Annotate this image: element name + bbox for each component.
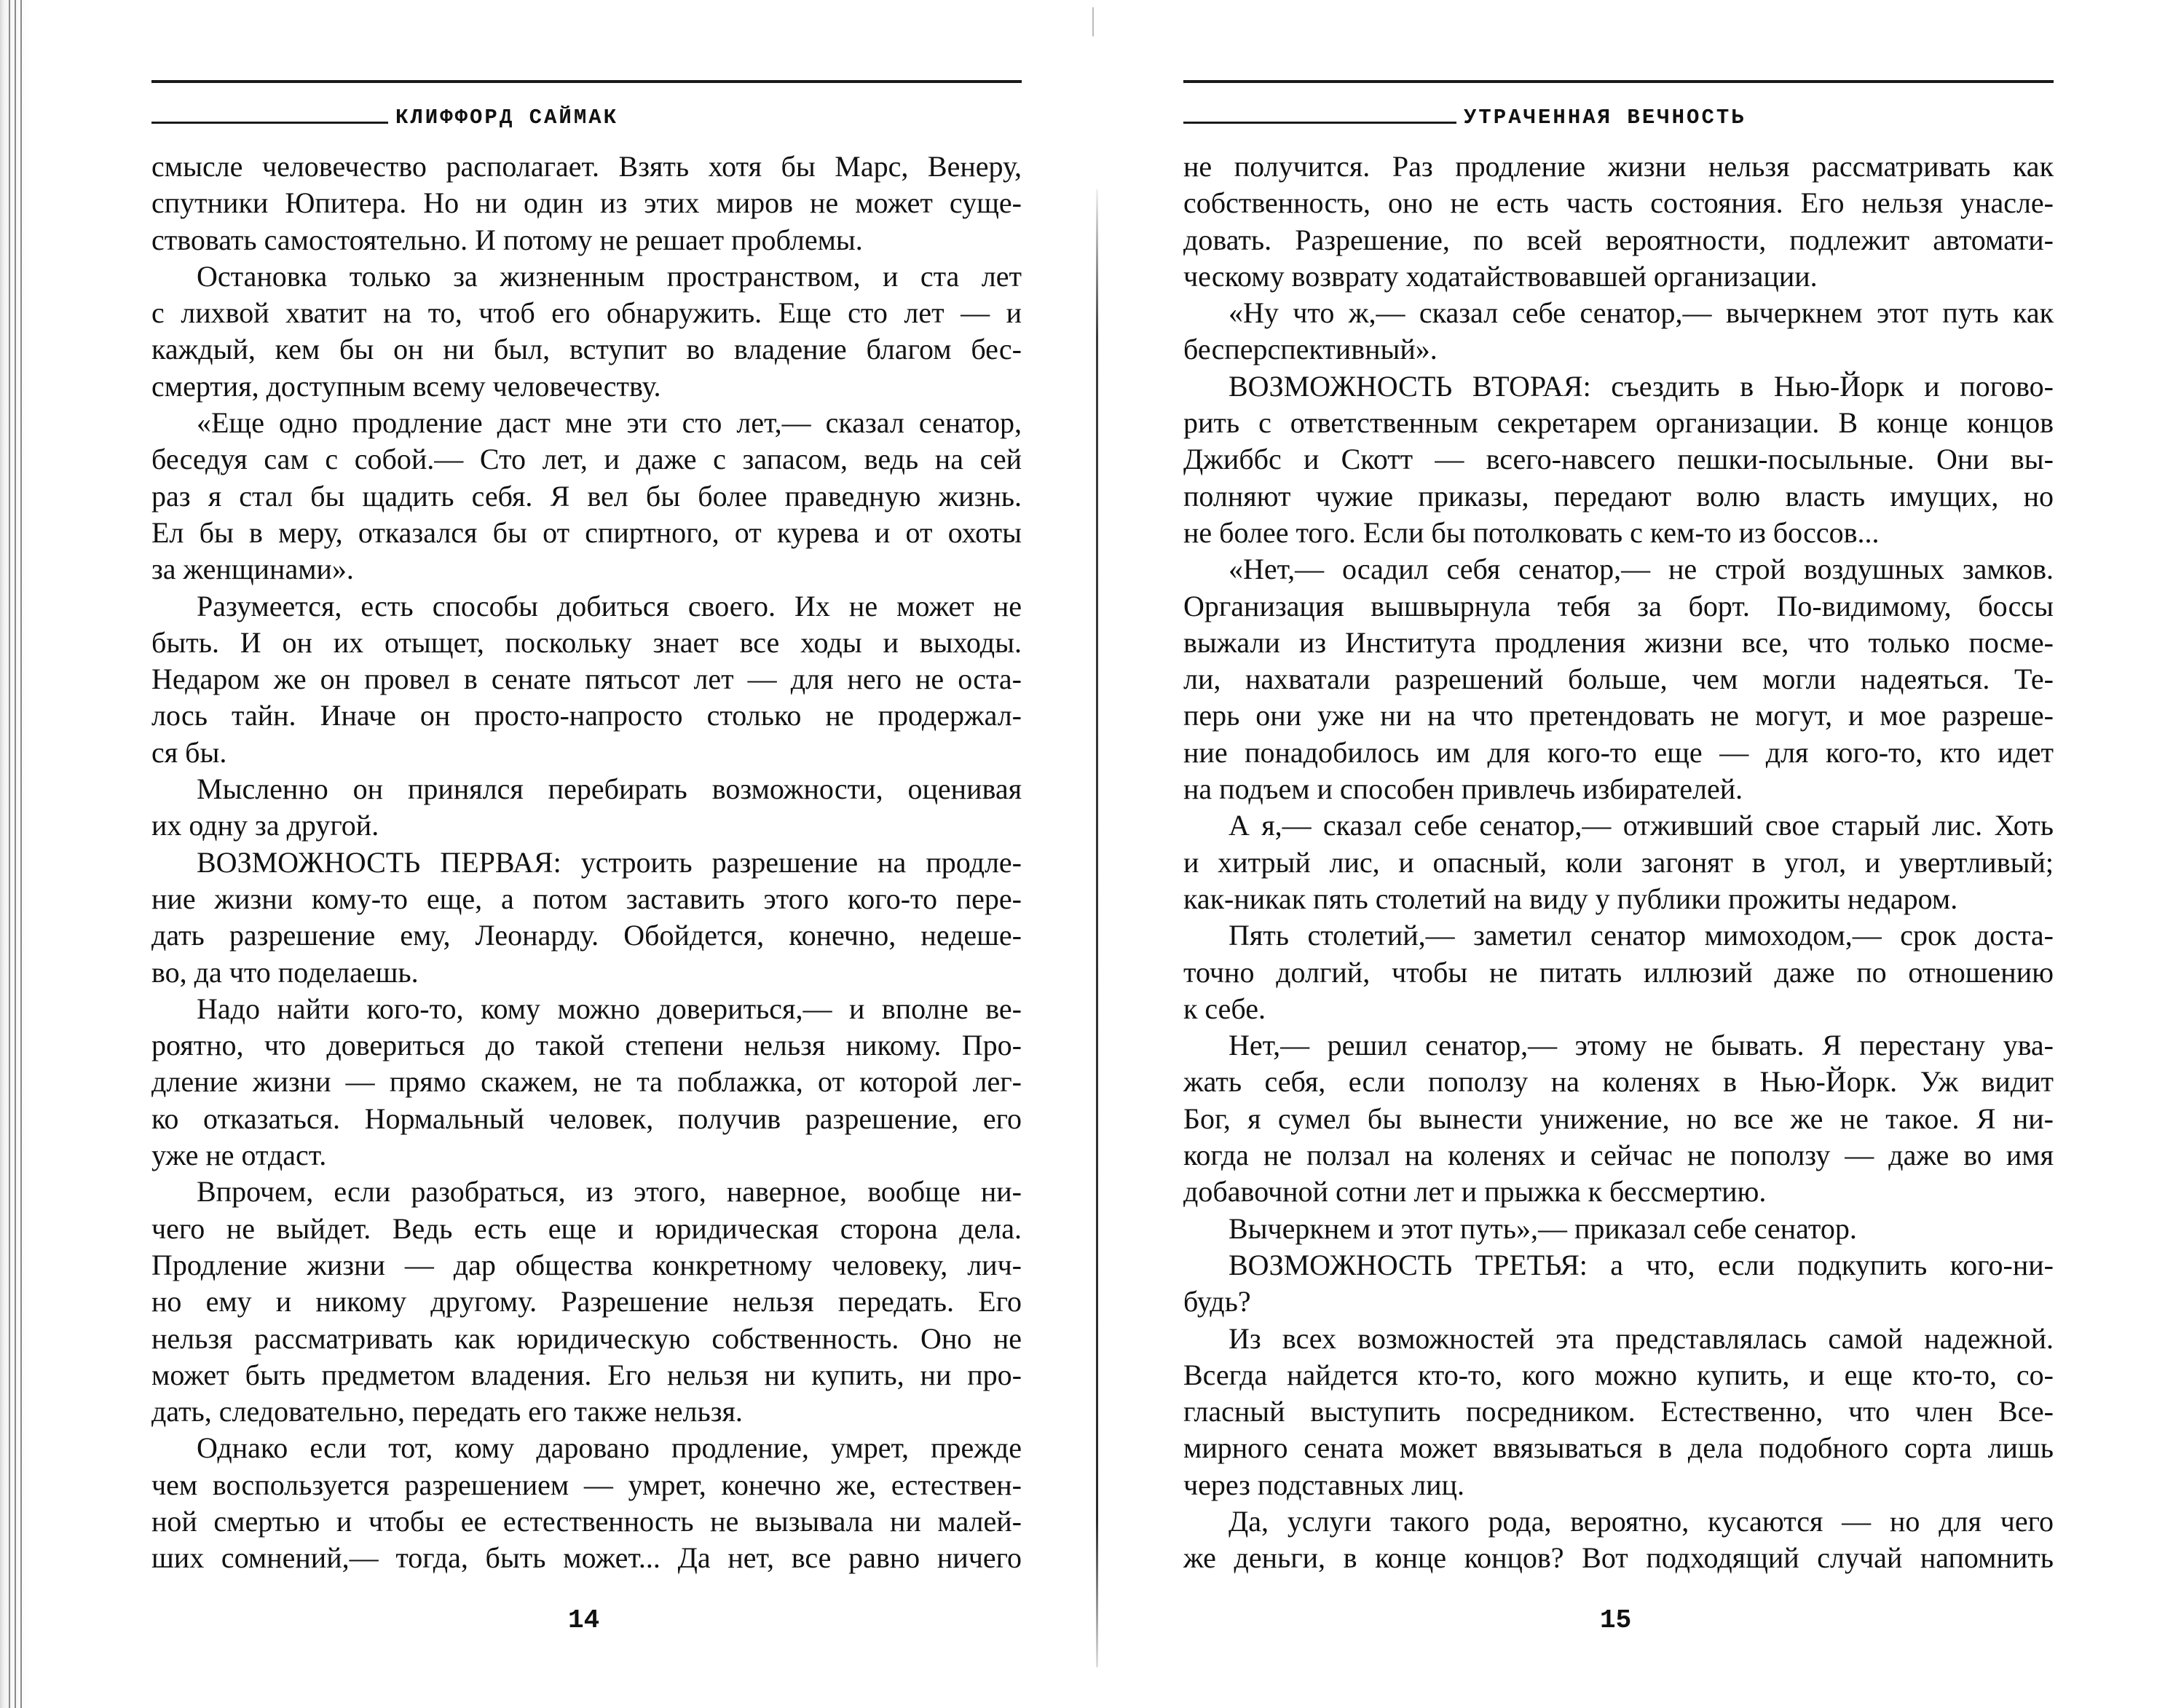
text-line: рить с ответственным секретарем организации. В конце концов	[1183, 406, 2054, 440]
header-rule-top	[1183, 80, 2054, 83]
gutter-mark	[1092, 7, 1094, 36]
text-line: ся бы.	[151, 735, 227, 769]
text-line: Недаром же он провел в сенате пятьсот лет — для него не оста-	[151, 663, 1022, 696]
text-line: к себе.	[1183, 992, 1266, 1025]
text-line: Мысленно он принялся перебирать возможности, оценивая	[197, 772, 1022, 806]
left-page-header	[151, 80, 1022, 130]
text-line: дать разрешение ему, Леонарду. Обойдется, конечно, недешe-	[151, 919, 1022, 952]
right-page	[1183, 0, 2054, 1708]
text-line: Пять столетий,— заметил сенатор мимоходом,— срок доста-	[1229, 919, 2054, 952]
text-line: точно долгий, чтобы не питать иллюзий даже по отношению	[1183, 955, 2054, 989]
text-line: собственность, оно не есть часть состояния. Его нельзя унасле-	[1183, 186, 2054, 220]
page-number: 14	[568, 1605, 600, 1635]
text-line: Нет,— решил сенатор,— этому не бывать. Я перестану ува-	[1229, 1029, 2054, 1062]
text-line: Разумеется, есть способы добиться своего. Их не может не	[197, 589, 1022, 622]
text-line: смертия, доступным всему человечеству.	[151, 369, 661, 403]
text-line: ческому возврату ходатайствовавшей организации.	[1183, 259, 1818, 293]
text-line: дать, следовательно, передать его также нельзя.	[151, 1395, 743, 1428]
text-line: Остановка только за жизненным пространством, и ста лет	[197, 259, 1022, 293]
text-line: довать. Разрешение, по всей вероятности, подлежит автомати-	[1183, 223, 2054, 256]
text-line: выжали из Института продления жизни все, что только посме-	[1183, 625, 2054, 659]
text-line: смысле человечество располагает. Взять хотя бы Марс, Венеру,	[151, 150, 1022, 183]
text-line: их одну за другой.	[151, 809, 379, 842]
text-line: Да, услуги такого рода, вероятно, кусаются — но для чего	[1229, 1504, 2054, 1538]
text-line: за женщинами».	[151, 553, 354, 586]
text-line: жать себя, если поползу на коленях в Нью-Йорк. Уж видит	[1183, 1065, 2054, 1099]
text-line: перь они уже ни на что претендовать не могут, и мое разреше-	[1183, 699, 2054, 732]
text-line: каждый, кем бы он ни был, вступит во владение благом бес-	[151, 333, 1022, 366]
text-line: как-никак пять столетий на виду у публики прожиты недаром.	[1183, 882, 1958, 915]
text-line: же деньги, в конце концов? Вот подходящий случай напомнить	[1183, 1541, 2054, 1575]
text-line: через подставных лиц.	[1183, 1468, 1464, 1501]
text-line: может быть предметом владения. Его нельзя ни купить, ни про-	[151, 1358, 1022, 1391]
text-line: раз я стал бы щадить себя. Я вел бы более праведную жизнь.	[151, 479, 1022, 513]
header-rule-short	[151, 122, 388, 124]
running-title-book: УТРАЧЕННАЯ ВЕЧНОСТЬ	[1464, 106, 1746, 130]
text-line: Однако если тот, кому даровано продление, умрет, прежде	[197, 1431, 1022, 1465]
right-page-body-text	[1183, 149, 2054, 1577]
text-line: ВОЗМОЖНОСТЬ ПЕРВАЯ: устроить разрешение на продле-	[197, 845, 1022, 879]
text-line: мирного сената может ввязываться в дела подобного сорта лишь	[1183, 1431, 2054, 1465]
text-line: Продление жизни — дар общества конкретному человеку, лич-	[151, 1248, 1022, 1281]
text-line: ВОЗМОЖНОСТЬ ВТОРАЯ: съездить в Нью-Йорк и погово-	[1229, 369, 2054, 403]
text-line: быть. И он их отыщет, поскольку знает все ходы и выходы.	[151, 625, 1022, 659]
text-line: ко отказаться. Нормальный человек, получив разрешение, его	[151, 1102, 1022, 1135]
text-line: спутники Юпитера. Но ни один из этих миров не может суще-	[151, 186, 1022, 220]
header-rule-top	[151, 80, 1022, 83]
text-line: с лихвой хватит на то, чтоб его обнаружить. Еще сто лет — и	[151, 296, 1022, 330]
text-line: не получится. Раз продление жизни нельзя рассматривать как	[1183, 150, 2054, 183]
header-rule-short	[1183, 122, 1456, 124]
text-line: во, да что поделаешь.	[151, 955, 419, 989]
page-number: 15	[1600, 1605, 1632, 1635]
right-page-header	[1183, 80, 2054, 130]
text-line: Организация вышвырнула тебя за борт. По-видимому, боссы	[1183, 589, 2054, 622]
text-line: дление жизни — прямо скажем, не та поблажка, от которой лег-	[151, 1065, 1022, 1099]
text-line: ли, нахватали разрешений больше, чем могли надеяться. Те-	[1183, 663, 2054, 696]
book-gutter	[1096, 189, 1098, 1667]
page-stack-edge	[7, 0, 28, 1708]
text-line: Бог, я сумел бы вынести унижение, но все же не такое. Я ни-	[1183, 1102, 2054, 1135]
running-title-author: КЛИФФОРД САЙМАК	[395, 106, 619, 130]
text-line: когда не ползал на коленях и сейчас не поползу — даже во имя	[1183, 1139, 2054, 1172]
text-line: нельзя рассматривать как юридическую собственность. Оно не	[151, 1321, 1022, 1355]
text-line: «Ну что ж,— сказал себе сенатор,— вычеркнем этот путь как	[1229, 296, 2054, 330]
text-line: и хитрый лис, и опасный, коли загонят в угол, и увертливый;	[1183, 845, 2054, 879]
text-line: на подъем и способен привлечь избирателей.	[1183, 772, 1743, 806]
text-line: Джиббс и Скотт — всего-навсего пешки-посыльные. Они вы-	[1183, 443, 2054, 476]
text-line: лось тайн. Иначе он просто-напросто столько не продержал-	[151, 699, 1022, 732]
text-line: чего не выйдет. Ведь есть еще и юридическая сторона дела.	[151, 1211, 1022, 1245]
text-line: чем воспользуется разрешением — умрет, конечно же, естествен-	[151, 1468, 1022, 1501]
text-line: «Еще одно продление даст мне эти сто лет,— сказал сенатор,	[197, 406, 1022, 440]
text-line: роятно, что довериться до такой степени нельзя никому. Про-	[151, 1029, 1022, 1062]
text-line: не более того. Если бы потолковать с кем-то из боссов...	[1183, 515, 1880, 549]
text-line: беседуя сам с собой.— Сто лет, и даже с запасом, ведь на сей	[151, 443, 1022, 476]
text-line: Из всех возможностей эта представлялась самой надежной.	[1229, 1321, 2054, 1355]
text-line: уже не отдаст.	[151, 1139, 327, 1172]
text-line: добавочной сотни лет и прыжка к бессмертию.	[1183, 1175, 1767, 1209]
text-line: Надо найти кого-то, кому можно довериться,— и вполне ве-	[197, 992, 1022, 1025]
text-line: полняют чужие приказы, передают волю власть имущих, но	[1183, 479, 2054, 513]
text-line: будь?	[1183, 1285, 1251, 1318]
text-line: А я,— сказал себе сенатор,— отживший свое старый лис. Хоть	[1229, 809, 2054, 842]
text-line: ших сомнений,— тогда, быть может... Да нет, все равно ничего	[151, 1541, 1022, 1575]
text-line: ние понадобилось им для кого-то еще — для кого-то, кто идет	[1183, 735, 2054, 769]
text-line: Вычеркнем и этот путь»,— приказал себе сенатор.	[1229, 1211, 1857, 1245]
left-page	[151, 0, 1022, 1708]
text-line: ной смертью и чтобы ее естественность не вызывала ни малей-	[151, 1504, 1022, 1538]
text-line: Впрочем, если разобраться, из этого, наверное, вообще ни-	[197, 1175, 1022, 1209]
text-line: «Нет,— осадил себя сенатор,— не строй воздушных замков.	[1229, 553, 2054, 586]
text-line: гласный выступить посредником. Естественно, что член Все-	[1183, 1395, 2054, 1428]
text-line: но ему и никому другому. Разрешение нельзя передать. Его	[151, 1285, 1022, 1318]
text-line: ствовать самостоятельно. И потому не решает проблемы.	[151, 223, 863, 256]
text-line: бесперспективный».	[1183, 333, 1438, 366]
text-line: ние жизни кому-то еще, а потом заставить этого кого-то пере-	[151, 882, 1022, 915]
text-line: Ел бы в меру, отказался бы от спиртного, от курева и от охоты	[151, 515, 1022, 549]
text-line: Всегда найдется кто-то, кого можно купить, и еще кто-то, со-	[1183, 1358, 2054, 1391]
left-page-body-text	[151, 149, 1022, 1577]
text-line: ВОЗМОЖНОСТЬ ТРЕТЬЯ: а что, если подкупить кого-ни-	[1229, 1248, 2054, 1281]
